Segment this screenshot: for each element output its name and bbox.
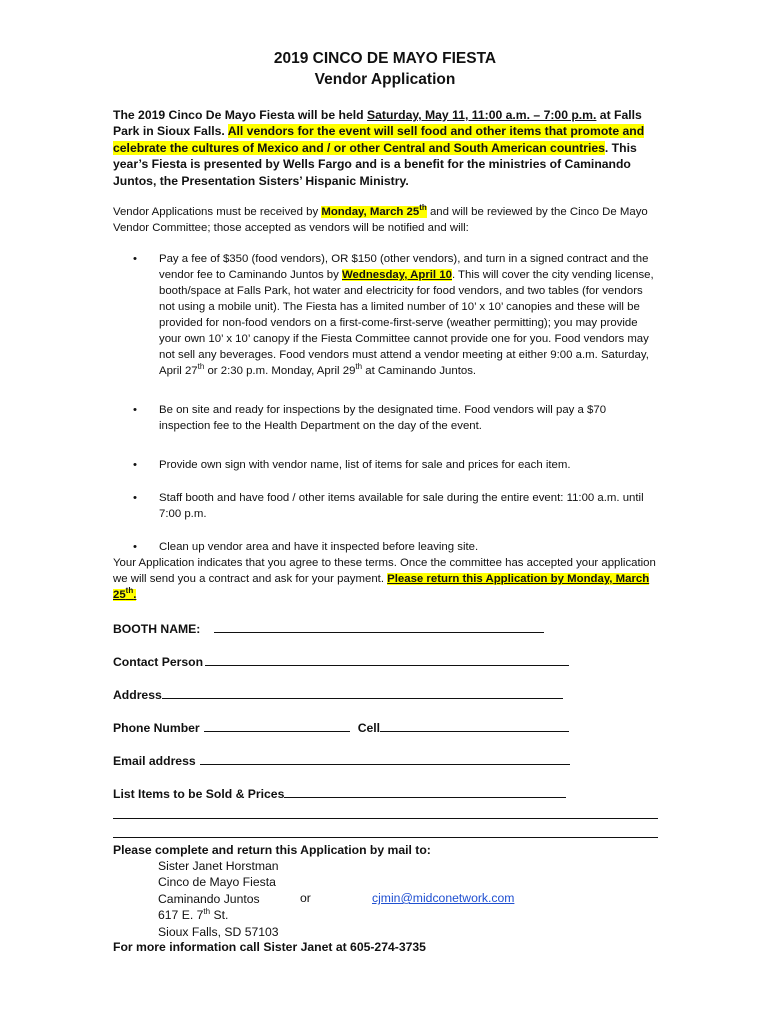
event-date: Saturday, May 11, 11:00 a.m. – 7:00 p.m. <box>366 108 597 122</box>
address-label: Address <box>113 688 162 702</box>
address-line-2: Cinco de Mayo Fiesta <box>158 875 276 889</box>
bullet-icon: • <box>133 459 137 471</box>
received-text-1: Vendor Applications must be received by <box>113 206 322 218</box>
intro-text-3: . This year’s Fiesta is presented by Wells Fargo and is a benefit for the ministries of Caminando Juntos, the Presentation Sisters’ Hispanic Ministry. <box>113 140 637 188</box>
list-item: • Provide own sign with vendor name, list of items for sale and prices for each item. <box>133 459 571 471</box>
contact-person-label: Contact Person <box>113 655 204 669</box>
received-text-2: and will be reviewed by the Cinco De Mayo Vendor Committee; those accepted as vendors will be notified and will: <box>113 206 648 234</box>
email-input[interactable] <box>200 752 570 765</box>
items-field <box>113 785 566 801</box>
contact-person-field <box>113 653 569 669</box>
list-item: • Staff booth and have food / other items available for sale during the entire event: 11:00 a.m. until 7:00 p.m. <box>133 492 644 520</box>
bullet-icon: • <box>133 253 137 265</box>
contact-email-link[interactable]: cjmin@midconetwork.com <box>372 891 515 905</box>
bullet-icon: • <box>133 492 137 504</box>
cell-input[interactable] <box>380 719 569 732</box>
intro-paragraph <box>113 107 658 189</box>
phone-field <box>113 719 569 735</box>
or-text: or <box>300 891 311 905</box>
cell-label: Cell <box>357 721 381 735</box>
email-field <box>113 752 570 768</box>
address-line-1: Sister Janet Horstman <box>158 859 279 873</box>
contact-person-input[interactable] <box>205 653 569 666</box>
intro-text-1: The 2019 Cinco De Mayo Fiesta will be held <box>113 108 367 122</box>
phone-label: Phone Number <box>113 721 200 735</box>
items-label: List Items to be Sold & Prices <box>113 787 285 801</box>
items-line-2[interactable] <box>113 837 658 838</box>
fee-deadline: Wednesday, April 10 <box>342 269 452 281</box>
document-title: 2019 CINCO DE MAYO FIESTA <box>273 50 497 67</box>
contact-phone-footer: For more information call Sister Janet at 605-274-3735 <box>113 940 426 954</box>
return-deadline: Please return this Application by Monday, March 25th. <box>113 573 650 601</box>
list-item: • Be on site and ready for inspections by the designated time. Food vendors will pay a $70 inspection fee to the Health Department on the day of the event. <box>133 404 607 432</box>
application-deadline: Monday, March 25th <box>321 203 427 218</box>
phone-input[interactable] <box>204 719 350 732</box>
received-paragraph <box>113 204 658 236</box>
items-input[interactable] <box>284 785 566 798</box>
intro-text-2: at Falls Park in Sioux Falls. <box>113 108 642 139</box>
address-line-3: Caminando Juntos <box>158 892 260 906</box>
address-field <box>113 686 563 702</box>
email-label: Email address <box>113 754 196 768</box>
booth-name-label: BOOTH NAME: <box>113 622 201 636</box>
intro-highlight: All vendors for the event will sell food and other items that promote and celebrate the cultures of Mexico and / or other Central and South American countries <box>113 124 645 155</box>
address-input[interactable] <box>162 686 563 699</box>
booth-name-field <box>113 620 544 636</box>
items-line-1[interactable] <box>113 818 658 819</box>
agreement-paragraph: Your Application indicates that you agree to these terms. Once the committee has accepted your application we will send you a contract and ask for your payment. Please return this Application by Monday, March 25th. <box>113 557 656 601</box>
requirements-list <box>113 251 658 555</box>
list-item: • Clean up vendor area and have it inspected before leaving site. <box>133 541 479 553</box>
list-item: • Pay a fee of $350 (food vendors), OR $150 (other vendors), and turn in a signed contract and the vendor fee to Caminando Juntos by Wednesday, April 10. This will cover the city vending license, booth/space at Falls Park, hot water and electricity for food vendors, and two tables (for vendors not using a mobile unit). The Fiesta has a limited number of 10’ x 10’ canopies and these will be provided for non-food vendors on a first-come-first-serve (weather permitting); you may provide your own 10’ x 10’ canopy if the Fiesta Committee cannot provide one for you. Food vendors may not sell any beverages. Food vendors must attend a vendor meeting at either 9:00 a.m. Saturday, April 27th or 2:30 p.m. Monday, April 29th at Caminando Juntos. <box>133 253 654 377</box>
mail-heading: Please complete and return this Application by mail to: <box>113 843 431 857</box>
document-subtitle: Vendor Application <box>314 71 456 88</box>
bullet-icon: • <box>133 541 137 553</box>
address-line-5: Sioux Falls, SD 57103 <box>158 925 279 939</box>
address-line-4: 617 E. 7th St. <box>158 906 229 922</box>
bullet-icon: • <box>133 404 137 416</box>
booth-name-input[interactable] <box>214 620 544 633</box>
